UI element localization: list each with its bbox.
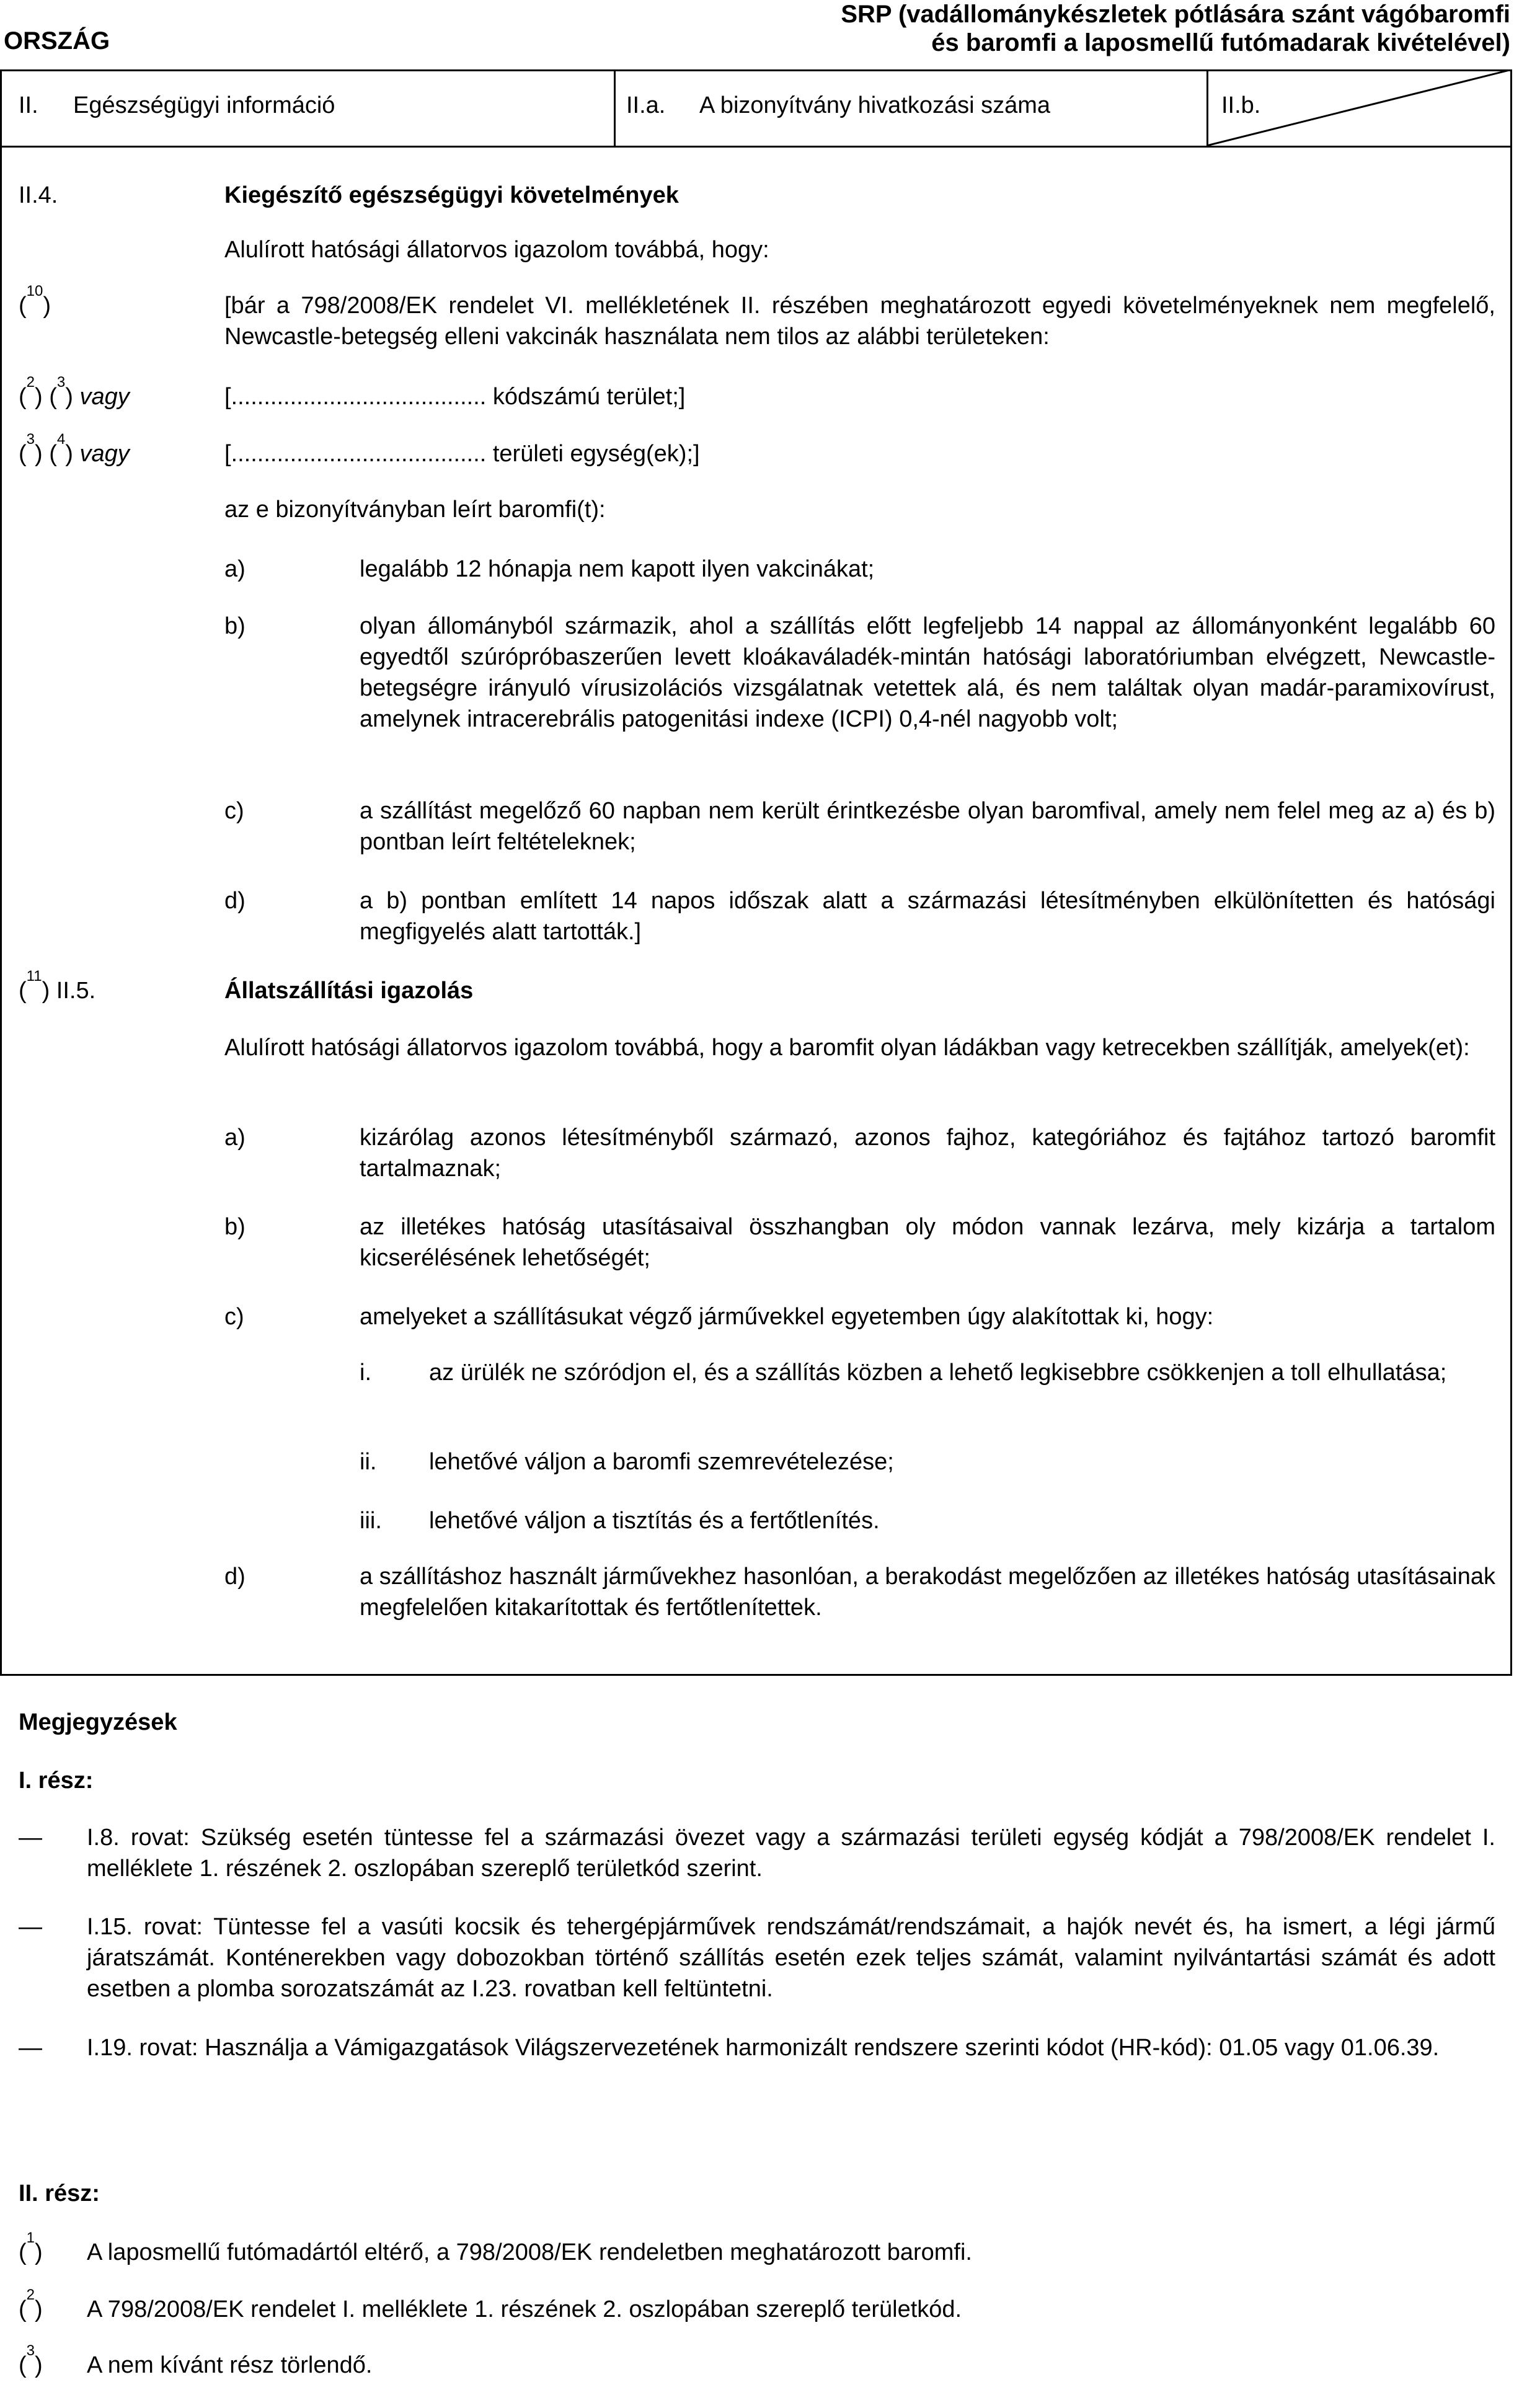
list-item: amelyeket a szállításukat végző járművekkel egyetemben úgy alakítottak ki, hogy: bbox=[360, 1304, 1214, 1330]
section-number-ii4: II.4. bbox=[19, 182, 58, 208]
sublist-item: lehetővé váljon a baromfi szemrevételezése; bbox=[429, 1449, 894, 1475]
certificate-title bbox=[642, 0, 1510, 57]
notes-part2-title: II. rész: bbox=[19, 2180, 100, 2207]
footnote-marker: ($^1$) bbox=[19, 2229, 43, 2265]
note-dash: — bbox=[19, 2035, 42, 2061]
list-item: a b) pontban említett 14 napos időszak alatt a származási létesítményben elkülönítetten és hatósági megfigyelés alatt tartották.] bbox=[360, 888, 1495, 945]
sublist-label: i. bbox=[360, 1360, 371, 1386]
list-item: legalább 12 hónapja nem kapott ilyen vakcinákat; bbox=[360, 556, 875, 582]
frame-bottom bbox=[0, 1674, 1512, 1676]
subsection-number: II.b. bbox=[1221, 92, 1261, 118]
certificate-title-line2: és baromfi a laposmellű futómadarak kivételével) bbox=[931, 29, 1510, 56]
footnote-marker: ($^2$) bbox=[19, 2286, 43, 2322]
list-item: a szállításhoz használt járművekhez hasonlóan, a berakodást megelőzően az illetékes hatóság utasításainak megfelelően kitakarítottak és fertőtlenítettek. bbox=[360, 1564, 1495, 1621]
sublist-label: iii. bbox=[360, 1508, 382, 1534]
section-title-ii4: Kiegészítő egészségügyi követelmények bbox=[224, 182, 679, 208]
list-item: a szállítást megelőző 60 napban nem került érintkezésbe olyan baromfival, amely nem felel meg az a) és b) pontban leírt feltételeknek; bbox=[360, 798, 1495, 855]
footnote-ref: ($^{10}$) bbox=[19, 283, 51, 319]
list-item: az illetékes hatóság utasításaival összhangban oly módon vannak lezárva, mely kizárja a tartalom kicserélésének lehetőségét; bbox=[360, 1214, 1495, 1271]
territorial-unit-field: [....................................... területi egység(ek);] bbox=[224, 441, 700, 467]
footnote-ref-row: ($^3$) ($^4$) vagy bbox=[19, 431, 130, 467]
section-intro-ii4: Alulírott hatósági állatorvos igazolom továbbá, hogy: bbox=[224, 237, 769, 263]
note-dash: — bbox=[19, 1914, 42, 1940]
footnote-ref: ($^{11}$) II.5. bbox=[19, 968, 96, 1004]
frame-right bbox=[1510, 69, 1512, 1675]
footnote-text: A laposmellű futómadártól eltérő, a 798/2008/EK rendeletben meghatározott baromfi. bbox=[87, 2239, 972, 2265]
note-dash: — bbox=[19, 1825, 42, 1851]
footnote-text: A 798/2008/EK rendelet I. melléklete 1. részének 2. oszlopában szereplő területkód. bbox=[87, 2296, 962, 2322]
section-number: II. bbox=[19, 92, 38, 118]
reference-label: A bizonyítvány hivatkozási száma bbox=[699, 92, 1051, 118]
certificate-title-line1: SRP (vadállománykészletek pótlására szánt vágóbaromfi bbox=[841, 1, 1510, 28]
list-item: olyan állományból származik, ahol a szállítás előtt legfeljebb 14 nappal az állományonként legalább 60 egyedtől szúrópróbaszerűen levett kloákaváladék-mintán hatósági laboratóriumban elvégzett, Newcastle-betegségre irányuló vírusizolációs vizsgálatnak vetettek alá, és nem találtak olyan madár-paramixovírust, amelynek intracerebrális patogenitási indexe (ICPI) 0,4-nél nagyobb volt; bbox=[360, 613, 1495, 732]
footnote-marker: ($^3$) bbox=[19, 2342, 43, 2378]
frame-left bbox=[0, 69, 2, 1675]
sublist-item: lehetővé váljon a tisztítás és a fertőtlenítés. bbox=[429, 1508, 880, 1534]
paragraph: [bár a 798/2008/EK rendelet VI. mellékletének II. részében meghatározott egyedi követelményeknek nem megfelelő, Newcastle-betegség elleni vakcinák használata nem tilos az alábbi területeken: bbox=[224, 293, 1495, 350]
list-label: a) bbox=[224, 1125, 246, 1151]
section-title-ii5: Állatszállítási igazolás bbox=[224, 978, 474, 1004]
note-item: I.15. rovat: Tüntesse fel a vasúti kocsik és tehergépjárművek rendszámát/rendszámait, a hajók nevét és, ha ismert, a légi jármű járatszámát. Konténerekben vagy dobozokban történő szállítás esetén ezek teljes számát, valamint nyilvántartási számát és adott esetben a plomba sorozatszámát az I.23. rovatban kell feltüntetni. bbox=[87, 1914, 1495, 2002]
sublist-item: az ürülék ne szóródjon el, és a szállítás közben a lehető legkisebbre csökkenjen a toll elhullatása; bbox=[429, 1360, 1447, 1386]
reference-number: II.a. bbox=[626, 92, 666, 118]
footnote-text: A nem kívánt rész törlendő. bbox=[87, 2352, 373, 2378]
note-item: I.8. rovat: Szükség esetén tüntesse fel a származási övezet vagy a származási területi egység kódját a 798/2008/EK rendelet I. melléklete 1. részének 2. oszlopában szereplő területkód szerint. bbox=[87, 1825, 1495, 1882]
footnote-ref-row: ($^2$) ($^3$) vagy bbox=[19, 374, 130, 410]
sublist-label: ii. bbox=[360, 1449, 377, 1475]
list-label: b) bbox=[224, 613, 246, 639]
list-label: c) bbox=[224, 1304, 244, 1330]
notes-title: Megjegyzések bbox=[19, 1709, 177, 1735]
notes-part1-title: I. rész: bbox=[19, 1768, 94, 1794]
country-label: ORSZÁG bbox=[4, 27, 110, 55]
list-item: kizárólag azonos létesítményből származó, azonos fajhoz, kategóriához és fajtához tartozó baromfit tartalmaznak; bbox=[360, 1125, 1495, 1182]
list-label: d) bbox=[224, 888, 246, 914]
section-intro-ii5: Alulírott hatósági állatorvos igazolom továbbá, hogy a baromfit olyan ládákban vagy ketrecekben szállítják, amelyek(et): bbox=[224, 1035, 1470, 1061]
paragraph: az e bizonyítványban leírt baromfi(t): bbox=[224, 497, 606, 523]
list-label: d) bbox=[224, 1564, 246, 1590]
section-label: Egészségügyi információ bbox=[73, 92, 335, 118]
area-code-field: [....................................... kódszámú terület;] bbox=[224, 384, 686, 410]
column-divider bbox=[614, 69, 616, 146]
list-label: c) bbox=[224, 798, 244, 824]
list-label: a) bbox=[224, 556, 246, 582]
list-label: b) bbox=[224, 1214, 246, 1240]
note-item: I.19. rovat: Használja a Vámigazgatások Világszervezetének harmonizált rendszere szerinti kódot (HR-kód): 01.05 vagy 01.06.39. bbox=[87, 2035, 1440, 2061]
